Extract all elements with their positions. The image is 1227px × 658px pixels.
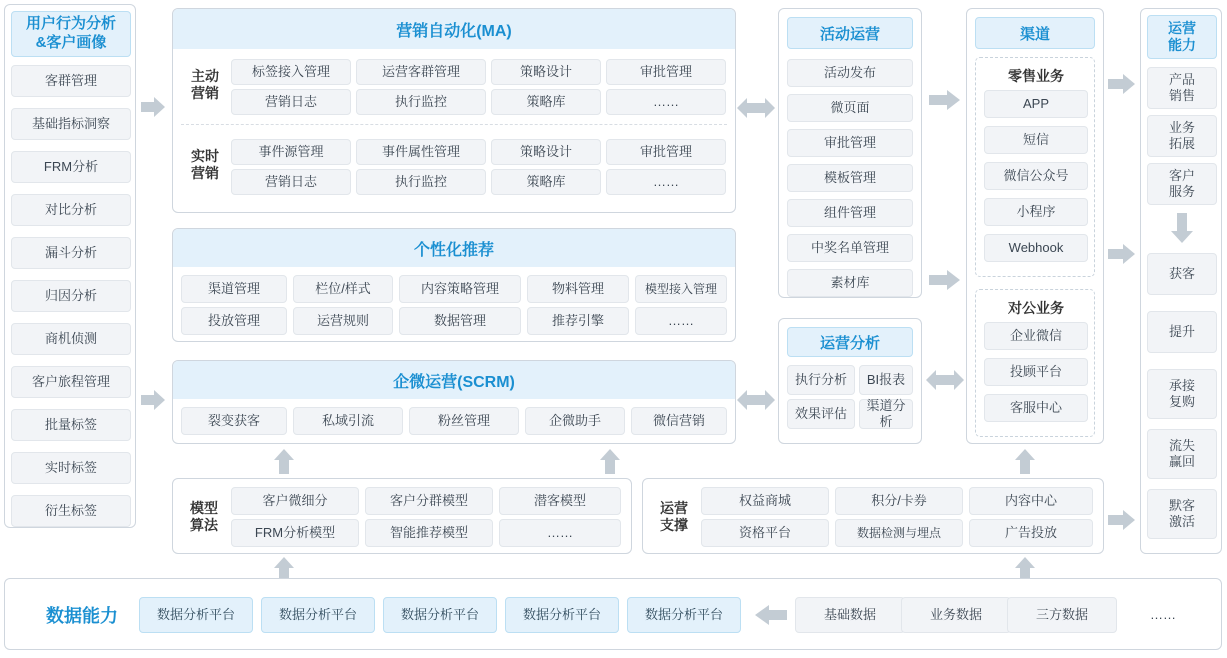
cell-label: 数据分析平台 — [522, 607, 601, 623]
arrow-right-icon — [139, 388, 167, 412]
cell-label-line1: 产品 — [1168, 71, 1195, 87]
capability-panel — [1140, 8, 1222, 554]
support-label-line2: 支撑 — [660, 517, 688, 533]
ma-cell[interactable] — [356, 59, 486, 85]
model-cell[interactable] — [231, 519, 359, 547]
sidebar-item-label: 基础指标洞察 — [31, 116, 110, 132]
reco-cell[interactable] — [527, 275, 629, 303]
capability-title-line2: 能力 — [1168, 37, 1196, 53]
sidebar-item-label: 对比分析 — [44, 202, 97, 218]
ma-panel-title — [173, 9, 735, 49]
ops-analysis-title — [787, 327, 913, 357]
cell-label: 模板管理 — [823, 170, 876, 186]
model-label-line1: 模型 — [190, 499, 218, 516]
data-source-cell[interactable] — [1007, 597, 1117, 633]
data-layer-title — [27, 599, 137, 631]
scrm-cell[interactable] — [409, 407, 519, 435]
cell-label: 小程序 — [1016, 204, 1056, 220]
ma-cell[interactable] — [231, 139, 351, 165]
sidebar-item-realtime-tag[interactable] — [11, 452, 131, 484]
reco-cell[interactable] — [635, 307, 727, 335]
campaign-cell[interactable] — [787, 94, 913, 122]
cell-label: 执行分析 — [794, 372, 847, 388]
model-cell[interactable] — [499, 487, 621, 515]
cell-label: 微页面 — [830, 100, 870, 116]
cell-label: 私域引流 — [321, 413, 374, 429]
sidebar-item-customer-group[interactable] — [11, 65, 131, 97]
cell-label: 三方数据 — [1035, 607, 1088, 623]
channel-panel-title — [975, 17, 1095, 49]
cell-label: 策略设计 — [519, 64, 572, 80]
channel-cell[interactable] — [984, 358, 1088, 386]
capability-cell[interactable] — [1147, 429, 1217, 479]
arrow-right-icon — [1106, 72, 1136, 96]
model-algorithm-label — [179, 489, 229, 545]
cell-label: 资格平台 — [738, 525, 791, 541]
cell-label: BI报表 — [866, 372, 906, 388]
cell-label: …… — [668, 313, 694, 329]
cell-label: Webhook — [1008, 240, 1064, 256]
ma-cell[interactable] — [356, 139, 486, 165]
cell-label: 运营客群管理 — [381, 64, 460, 80]
campaign-panel-title — [787, 17, 913, 49]
ma-group-realtime-label — [181, 139, 229, 191]
cell-label: 渠道分析 — [866, 398, 906, 429]
cell-label: 投放管理 — [207, 313, 260, 329]
cell-label: 业务数据 — [929, 607, 982, 623]
cell-label: 策略库 — [526, 174, 566, 190]
capability-cell[interactable] — [1147, 163, 1217, 205]
ma-cell[interactable] — [491, 139, 601, 165]
support-cell[interactable] — [835, 519, 963, 547]
cell-label: 模型接入管理 — [644, 281, 717, 296]
cell-label-line1: 默客 — [1168, 497, 1195, 513]
channel-cell[interactable] — [984, 162, 1088, 190]
data-source-cell[interactable] — [795, 597, 905, 633]
channel-retail-heading — [976, 66, 1096, 86]
sidebar-item-journey[interactable] — [11, 366, 131, 398]
arrow-right-icon — [139, 95, 167, 119]
cell-label-line1: 客户 — [1168, 167, 1195, 183]
cell-label: 潜客模型 — [533, 493, 586, 509]
campaign-panel — [778, 8, 922, 298]
sidebar-item-batch-tag[interactable] — [11, 409, 131, 441]
cell-label: 中奖名单管理 — [810, 240, 889, 256]
data-platform-cell[interactable] — [627, 597, 741, 633]
cell-label: 栏位/样式 — [315, 281, 371, 297]
ma-cell[interactable] — [491, 59, 601, 85]
left-column-panel — [4, 4, 136, 528]
arrow-right-icon — [927, 88, 961, 112]
cell-label: 事件源管理 — [258, 144, 324, 160]
cell-label: 基础数据 — [823, 607, 876, 623]
cell-label: 组件管理 — [823, 205, 876, 221]
ops-support-panel — [642, 478, 1104, 554]
cell-label-line2: 销售 — [1168, 88, 1195, 103]
cell-label: 活动发布 — [823, 65, 876, 81]
cell-label: 策略设计 — [519, 144, 572, 160]
ops-analysis-title-label: 运营分析 — [819, 334, 880, 352]
ops-analysis-cell[interactable] — [859, 365, 913, 395]
reco-cell[interactable] — [181, 307, 287, 335]
ma-group-label-line1: 主动 — [191, 67, 219, 84]
scrm-panel — [172, 360, 736, 444]
sidebar-item-opportunity[interactable] — [11, 323, 131, 355]
model-cell[interactable] — [365, 519, 493, 547]
ma-cell[interactable] — [606, 169, 726, 195]
data-layer-title-label: 数据能力 — [46, 606, 118, 626]
reco-cell[interactable] — [181, 275, 287, 303]
capability-cell[interactable] — [1147, 489, 1217, 539]
cell-label: …… — [653, 174, 679, 190]
cell-label: 数据管理 — [433, 313, 486, 329]
cell-label-line1: 提升 — [1168, 323, 1195, 339]
ma-group-label-line2: 营销 — [191, 165, 219, 181]
cell-label-line2: 拓展 — [1168, 136, 1195, 151]
sub-head-label: 对公业务 — [1008, 300, 1064, 316]
cell-label: 广告投放 — [1004, 525, 1057, 541]
cell-label-line1: 业务 — [1168, 119, 1195, 135]
left-column-title — [11, 11, 131, 57]
arrow-up-icon — [272, 448, 296, 476]
cell-label-line2: 赢回 — [1168, 454, 1195, 469]
ma-cell[interactable] — [606, 139, 726, 165]
cell-label-line2: 复购 — [1168, 394, 1195, 409]
recommendation-panel — [172, 228, 736, 342]
model-cell[interactable] — [231, 487, 359, 515]
cell-label-line1: 获客 — [1168, 265, 1195, 281]
scrm-title-label: 企微运营(SCRM) — [393, 373, 515, 391]
capability-cell[interactable] — [1147, 67, 1217, 109]
campaign-cell[interactable] — [787, 129, 913, 157]
sidebar-item-frm[interactable] — [11, 151, 131, 183]
cell-label-line2: 服务 — [1168, 184, 1195, 199]
support-cell[interactable] — [701, 487, 829, 515]
scrm-cell[interactable] — [293, 407, 403, 435]
data-platform-cell[interactable] — [139, 597, 253, 633]
ops-analysis-panel — [778, 318, 922, 444]
reco-cell[interactable] — [527, 307, 629, 335]
reco-cell[interactable] — [293, 275, 393, 303]
cell-label: 效果评估 — [794, 406, 847, 422]
ma-group-label-line2: 营销 — [191, 85, 219, 101]
cell-label: 数据分析平台 — [644, 607, 723, 623]
sidebar-item-label: 漏斗分析 — [44, 245, 97, 261]
cell-label: 营销日志 — [264, 174, 317, 190]
ma-group-label-line1: 实时 — [191, 147, 219, 164]
channel-cell[interactable] — [984, 198, 1088, 226]
sidebar-item-attribution[interactable] — [11, 280, 131, 312]
model-label-line2: 算法 — [190, 517, 218, 533]
capability-title-line1: 运营 — [1168, 19, 1196, 36]
support-cell[interactable] — [969, 519, 1093, 547]
sidebar-item-basic-metrics[interactable] — [11, 108, 131, 140]
cell-label: 积分/卡券 — [871, 493, 927, 509]
cell-label: 客户分群模型 — [389, 493, 468, 509]
ma-cell[interactable] — [491, 169, 601, 195]
model-cell[interactable] — [499, 519, 621, 547]
cell-label: 数据分析平台 — [400, 607, 479, 623]
capability-cell[interactable] — [1147, 369, 1217, 419]
cell-label: …… — [653, 94, 679, 110]
sidebar-item-label: 客群管理 — [44, 73, 97, 89]
cell-label: 推荐引擎 — [551, 313, 604, 329]
left-column-title-line2: &客户画像 — [35, 34, 107, 51]
sidebar-item-funnel[interactable] — [11, 237, 131, 269]
sidebar-item-compare[interactable] — [11, 194, 131, 226]
cell-label: 粉丝管理 — [437, 413, 490, 429]
ma-panel — [172, 8, 736, 213]
cell-label: 审批管理 — [823, 135, 876, 151]
channel-retail-group — [975, 57, 1095, 277]
ma-title-label: 营销自动化(MA) — [396, 22, 512, 40]
data-source-cell[interactable] — [1113, 597, 1213, 633]
ma-cell[interactable] — [231, 89, 351, 115]
cell-label: 裂变获客 — [207, 413, 260, 429]
cell-label: FRM分析模型 — [254, 525, 336, 541]
cell-label: 投顾平台 — [1009, 364, 1062, 380]
cell-label: 执行监控 — [394, 94, 447, 110]
cell-label-line1: 流失 — [1168, 437, 1195, 453]
capability-cell[interactable] — [1147, 253, 1217, 295]
channel-cell[interactable] — [984, 90, 1088, 118]
ma-cell[interactable] — [356, 89, 486, 115]
capability-cell[interactable] — [1147, 115, 1217, 157]
reco-cell[interactable] — [399, 307, 521, 335]
data-source-cell[interactable] — [901, 597, 1011, 633]
reco-cell[interactable] — [635, 275, 727, 303]
arrow-right-icon — [1106, 508, 1136, 532]
cell-label: 审批管理 — [639, 64, 692, 80]
cell-label: 数据检测与埋点 — [856, 525, 941, 540]
cell-label: 营销日志 — [264, 94, 317, 110]
ma-cell[interactable] — [231, 59, 351, 85]
channel-cell[interactable] — [984, 394, 1088, 422]
cell-label-line2: 激活 — [1168, 514, 1195, 529]
channel-corporate-heading — [976, 298, 1096, 318]
cell-label: APP — [1022, 96, 1049, 112]
sidebar-item-label: 归因分析 — [44, 288, 97, 304]
cell-label: 数据分析平台 — [156, 607, 235, 623]
campaign-cell[interactable] — [787, 164, 913, 192]
ma-cell[interactable] — [606, 59, 726, 85]
data-platform-cell[interactable] — [505, 597, 619, 633]
arrow-left-right-icon — [736, 388, 776, 412]
sidebar-item-label: 商机侦测 — [44, 331, 97, 347]
cell-label: 事件属性管理 — [381, 144, 460, 160]
reco-cell[interactable] — [293, 307, 393, 335]
sidebar-item-label: 批量标签 — [44, 417, 97, 433]
model-algorithm-panel — [172, 478, 632, 554]
scrm-cell[interactable] — [181, 407, 287, 435]
ma-cell[interactable] — [231, 169, 351, 195]
cell-label: …… — [547, 525, 573, 541]
sidebar-item-label: 实时标签 — [44, 460, 97, 476]
cell-label: 运营规则 — [316, 313, 369, 329]
reco-cell[interactable] — [399, 275, 521, 303]
model-cell[interactable] — [365, 487, 493, 515]
arrow-right-icon — [1106, 242, 1136, 266]
cell-label-line1: 承接 — [1168, 377, 1195, 393]
support-cell[interactable] — [969, 487, 1093, 515]
ma-group-active-label — [181, 59, 229, 111]
cell-label: 内容中心 — [1004, 493, 1057, 509]
arrow-up-icon — [1013, 448, 1037, 476]
sidebar-item-label: 衍生标签 — [44, 503, 97, 519]
campaign-cell[interactable] — [787, 269, 913, 297]
cell-label: 权益商城 — [738, 493, 791, 509]
cell-label: 审批管理 — [639, 144, 692, 160]
ma-cell[interactable] — [606, 89, 726, 115]
ops-analysis-cell[interactable] — [859, 399, 913, 429]
data-platform-cell[interactable] — [261, 597, 375, 633]
sidebar-item-derived-tag[interactable] — [11, 495, 131, 527]
cell-label: 客户微细分 — [262, 493, 328, 509]
support-cell[interactable] — [701, 519, 829, 547]
arrow-right-icon — [927, 268, 961, 292]
campaign-cell[interactable] — [787, 59, 913, 87]
sidebar-item-label: 客户旅程管理 — [31, 374, 110, 390]
left-column-title-line1: 用户行为分析 — [25, 15, 116, 33]
arrow-down-icon — [1169, 211, 1195, 245]
cell-label: …… — [1150, 607, 1176, 623]
arrow-left-right-icon — [736, 96, 776, 120]
ops-support-label — [649, 489, 699, 545]
channel-cell[interactable] — [984, 126, 1088, 154]
ma-cell[interactable] — [356, 169, 486, 195]
campaign-title-label: 活动运营 — [819, 25, 880, 43]
campaign-cell[interactable] — [787, 199, 913, 227]
channel-panel — [966, 8, 1104, 444]
cell-label: 微信公众号 — [1003, 168, 1069, 184]
cell-label: 标签接入管理 — [251, 64, 330, 80]
sidebar-item-label: FRM分析 — [43, 159, 99, 175]
campaign-cell[interactable] — [787, 234, 913, 262]
capability-cell[interactable] — [1147, 311, 1217, 353]
cell-label: 短信 — [1022, 132, 1049, 148]
cell-label: 执行监控 — [394, 174, 447, 190]
channel-cell[interactable] — [984, 234, 1088, 262]
arrow-left-right-icon — [925, 368, 965, 392]
support-cell[interactable] — [835, 487, 963, 515]
ma-divider — [181, 124, 727, 125]
cell-label: 策略库 — [526, 94, 566, 110]
recommendation-title-label: 个性化推荐 — [413, 241, 494, 259]
cell-label: 微信营销 — [652, 413, 705, 429]
cell-label: 内容策略管理 — [420, 281, 499, 297]
cell-label: 数据分析平台 — [278, 607, 357, 623]
scrm-cell[interactable] — [631, 407, 727, 435]
recommendation-panel-title — [173, 229, 735, 267]
arrow-left-icon — [753, 603, 789, 627]
channel-title-label: 渠道 — [1019, 25, 1050, 43]
scrm-cell[interactable] — [525, 407, 625, 435]
ma-cell[interactable] — [491, 89, 601, 115]
cell-label: 渠道管理 — [207, 281, 260, 297]
scrm-panel-title — [173, 361, 735, 399]
support-label-line1: 运营 — [660, 499, 688, 516]
channel-cell[interactable] — [984, 322, 1088, 350]
data-layer-panel — [4, 578, 1222, 650]
arrow-up-icon — [598, 448, 622, 476]
cell-label: 客服中心 — [1009, 400, 1062, 416]
data-platform-cell[interactable] — [383, 597, 497, 633]
sub-head-label: 零售业务 — [1008, 68, 1064, 84]
cell-label: 素材库 — [830, 275, 870, 291]
capability-panel-title — [1147, 15, 1217, 59]
cell-label: 企微助手 — [548, 413, 601, 429]
cell-label: 企业微信 — [1009, 328, 1062, 344]
cell-label: 物料管理 — [551, 281, 604, 297]
ops-analysis-cell[interactable] — [787, 399, 855, 429]
cell-label: 智能推荐模型 — [389, 525, 468, 541]
channel-corporate-group — [975, 289, 1095, 437]
ops-analysis-cell[interactable] — [787, 365, 855, 395]
